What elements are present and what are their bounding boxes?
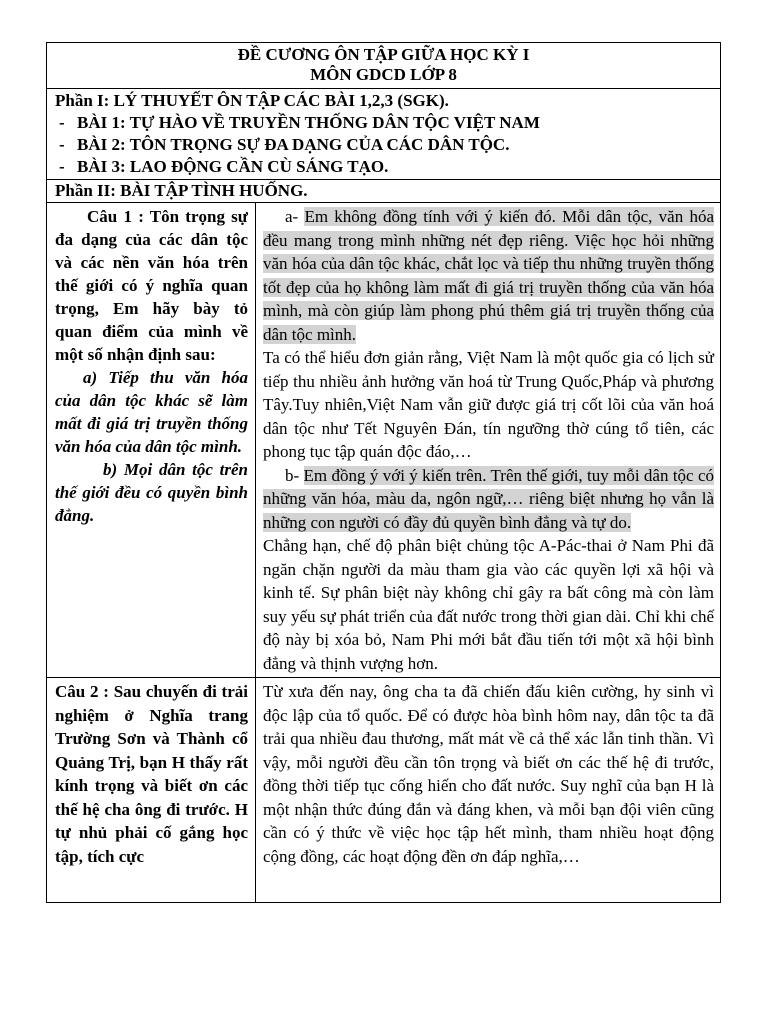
answer1-b — [263, 464, 714, 535]
question1-prompt: Câu 1 : Tôn trọng sự đa dạng của các dân tộc và các nền văn hóa trên thế giới có ý nghĩa quan trọng, Em hãy bày tỏ quan điểm của mình về một số nhận định sau: — [55, 207, 248, 364]
part1-cell — [47, 89, 721, 180]
answer2-cell — [256, 678, 721, 903]
answer1-a — [263, 205, 714, 346]
document-page — [46, 42, 721, 903]
lesson-label: BÀI 3: LAO ĐỘNG CẦN CÙ SÁNG TẠO. — [77, 157, 389, 176]
question1-row — [47, 203, 721, 678]
question2-row — [47, 678, 721, 903]
lesson-item: - BÀI 3: LAO ĐỘNG CẦN CÙ SÁNG TẠO. — [59, 157, 389, 176]
question2-prompt: Câu 2 : Sau chuyến đi trải nghiệm ở Nghĩa trang Trường Sơn và Thành cổ Quảng Trị, bạn H thấy rất kính trọng và biết ơn các thế hệ cha ông đi trước. H tự nhủ phải cố gắng học tập, tích cực — [55, 682, 248, 866]
part1-row — [47, 89, 721, 180]
lesson-label: BÀI 1: TỰ HÀO VỀ TRUYỀN THỐNG DÂN TỘC VIỆT NAM — [77, 113, 540, 132]
answer1-a-highlight: Em không đồng tính với ý kiến đó. Mỗi dân tộc, văn hóa đều mang trong mình những nét đẹp riêng. Việc học hỏi những văn hóa của dân tộc khác, chắt lọc và tiếp thu những truyền thống tốt đẹp của họ không làm mất đi giá trị truyền thống của văn hóa mình, mà còn giúp làm phong phú thêm giá trị truyền thống của dân tộc mình. — [263, 207, 714, 344]
part2-heading: Phần II: BÀI TẬP TÌNH HUỐNG. — [47, 180, 721, 203]
question2-cell — [47, 678, 256, 903]
title-row — [47, 43, 721, 89]
lesson-label: BÀI 2: TÔN TRỌNG SỰ ĐA DẠNG CỦA CÁC DÂN TỘC. — [77, 135, 510, 154]
question1-cell — [47, 203, 256, 678]
outline-table — [46, 42, 721, 903]
answer1-b-highlight: Em đồng ý với ý kiến trên. Trên thế giới, tuy mỗi dân tộc có những văn hóa, màu da, ngôn ngữ,… riêng biệt nhưng họ vẫn là những con người có đầy đủ quyền bình đẳng và tự do. — [263, 465, 714, 532]
document-title: ĐỀ CƯƠNG ÔN TẬP GIỮA HỌC KỲ I — [237, 45, 530, 64]
answer2-text: Từ xưa đến nay, ông cha ta đã chiến đấu kiên cường, hy sinh vì độc lập của tổ quốc. Để có được hòa bình hôm nay, dân tộc ta đã trải qua nhiều đau thương, mất mát về cả thể xác lẫn tinh thần. Vì vậy, mỗi người đều cần tôn trọng và biết ơn các thế hệ đi trước, đồng thời tiếp tục cống hiến cho đất nước. Suy nghĩ của bạn H là một nhận thức đúng đắn và đáng khen, và mỗi bạn đội viên cũng cần có ý thức về việc học tập hết mình, tham nhiều hoạt động cộng đồng, các hoạt động đền ơn đáp nghĩa,… — [263, 682, 714, 866]
answer1-b-prefix: b- — [285, 465, 304, 485]
lesson-item: - BÀI 1: TỰ HÀO VỀ TRUYỀN THỐNG DÂN TỘC VIỆT NAM — [59, 113, 540, 132]
answer1-a-prefix: a- — [285, 207, 305, 226]
part1-heading: Phần I: LÝ THUYẾT ÔN TẬP CÁC BÀI 1,2,3 (SGK). — [55, 91, 449, 110]
answer1-a-example: Ta có thể hiểu đơn giản rằng, Việt Nam là một quốc gia có lịch sử tiếp thu nhiều ảnh hưởng văn hoá từ Trung Quốc,Pháp và phương Tây.Tuy nhiên,Việt Nam vẫn giữ được giá trị cốt lõi của văn hoá dân tộc như Tết Nguyên Đán, tín ngưỡng thờ cúng tổ tiên, các phong tục tập quán độc đáo,… — [263, 348, 714, 461]
answer1-cell — [256, 203, 721, 678]
question1-statement-a: a) Tiếp thu văn hóa của dân tộc khác sẽ làm mất đi giá trị truyền thống văn hóa của dân tộc mình. — [55, 368, 248, 456]
title-cell — [47, 43, 721, 89]
document-subtitle: MÔN GDCD LỚP 8 — [310, 65, 457, 84]
part2-row — [47, 180, 721, 203]
answer1-b-example: Chẳng hạn, chế độ phân biệt chủng tộc A-Pác-thai ở Nam Phi đã ngăn chặn người da màu tham gia vào các quyền lợi xã hội và kinh tế. Sự phân biệt này không chỉ gây ra bất công mà còn làm suy yếu sự phát triển của đất nước trong thời gian dài. Chỉ khi chế độ này bị xóa bỏ, Nam Phi mới bắt đầu tiến tới một xã hội bình đẳng và thịnh vượng hơn. — [263, 536, 714, 673]
lesson-item: - BÀI 2: TÔN TRỌNG SỰ ĐA DẠNG CỦA CÁC DÂN TỘC. — [59, 135, 510, 154]
question1-statement-b: b) Mọi dân tộc trên thế giới đều có quyền bình đẳng. — [55, 460, 248, 525]
